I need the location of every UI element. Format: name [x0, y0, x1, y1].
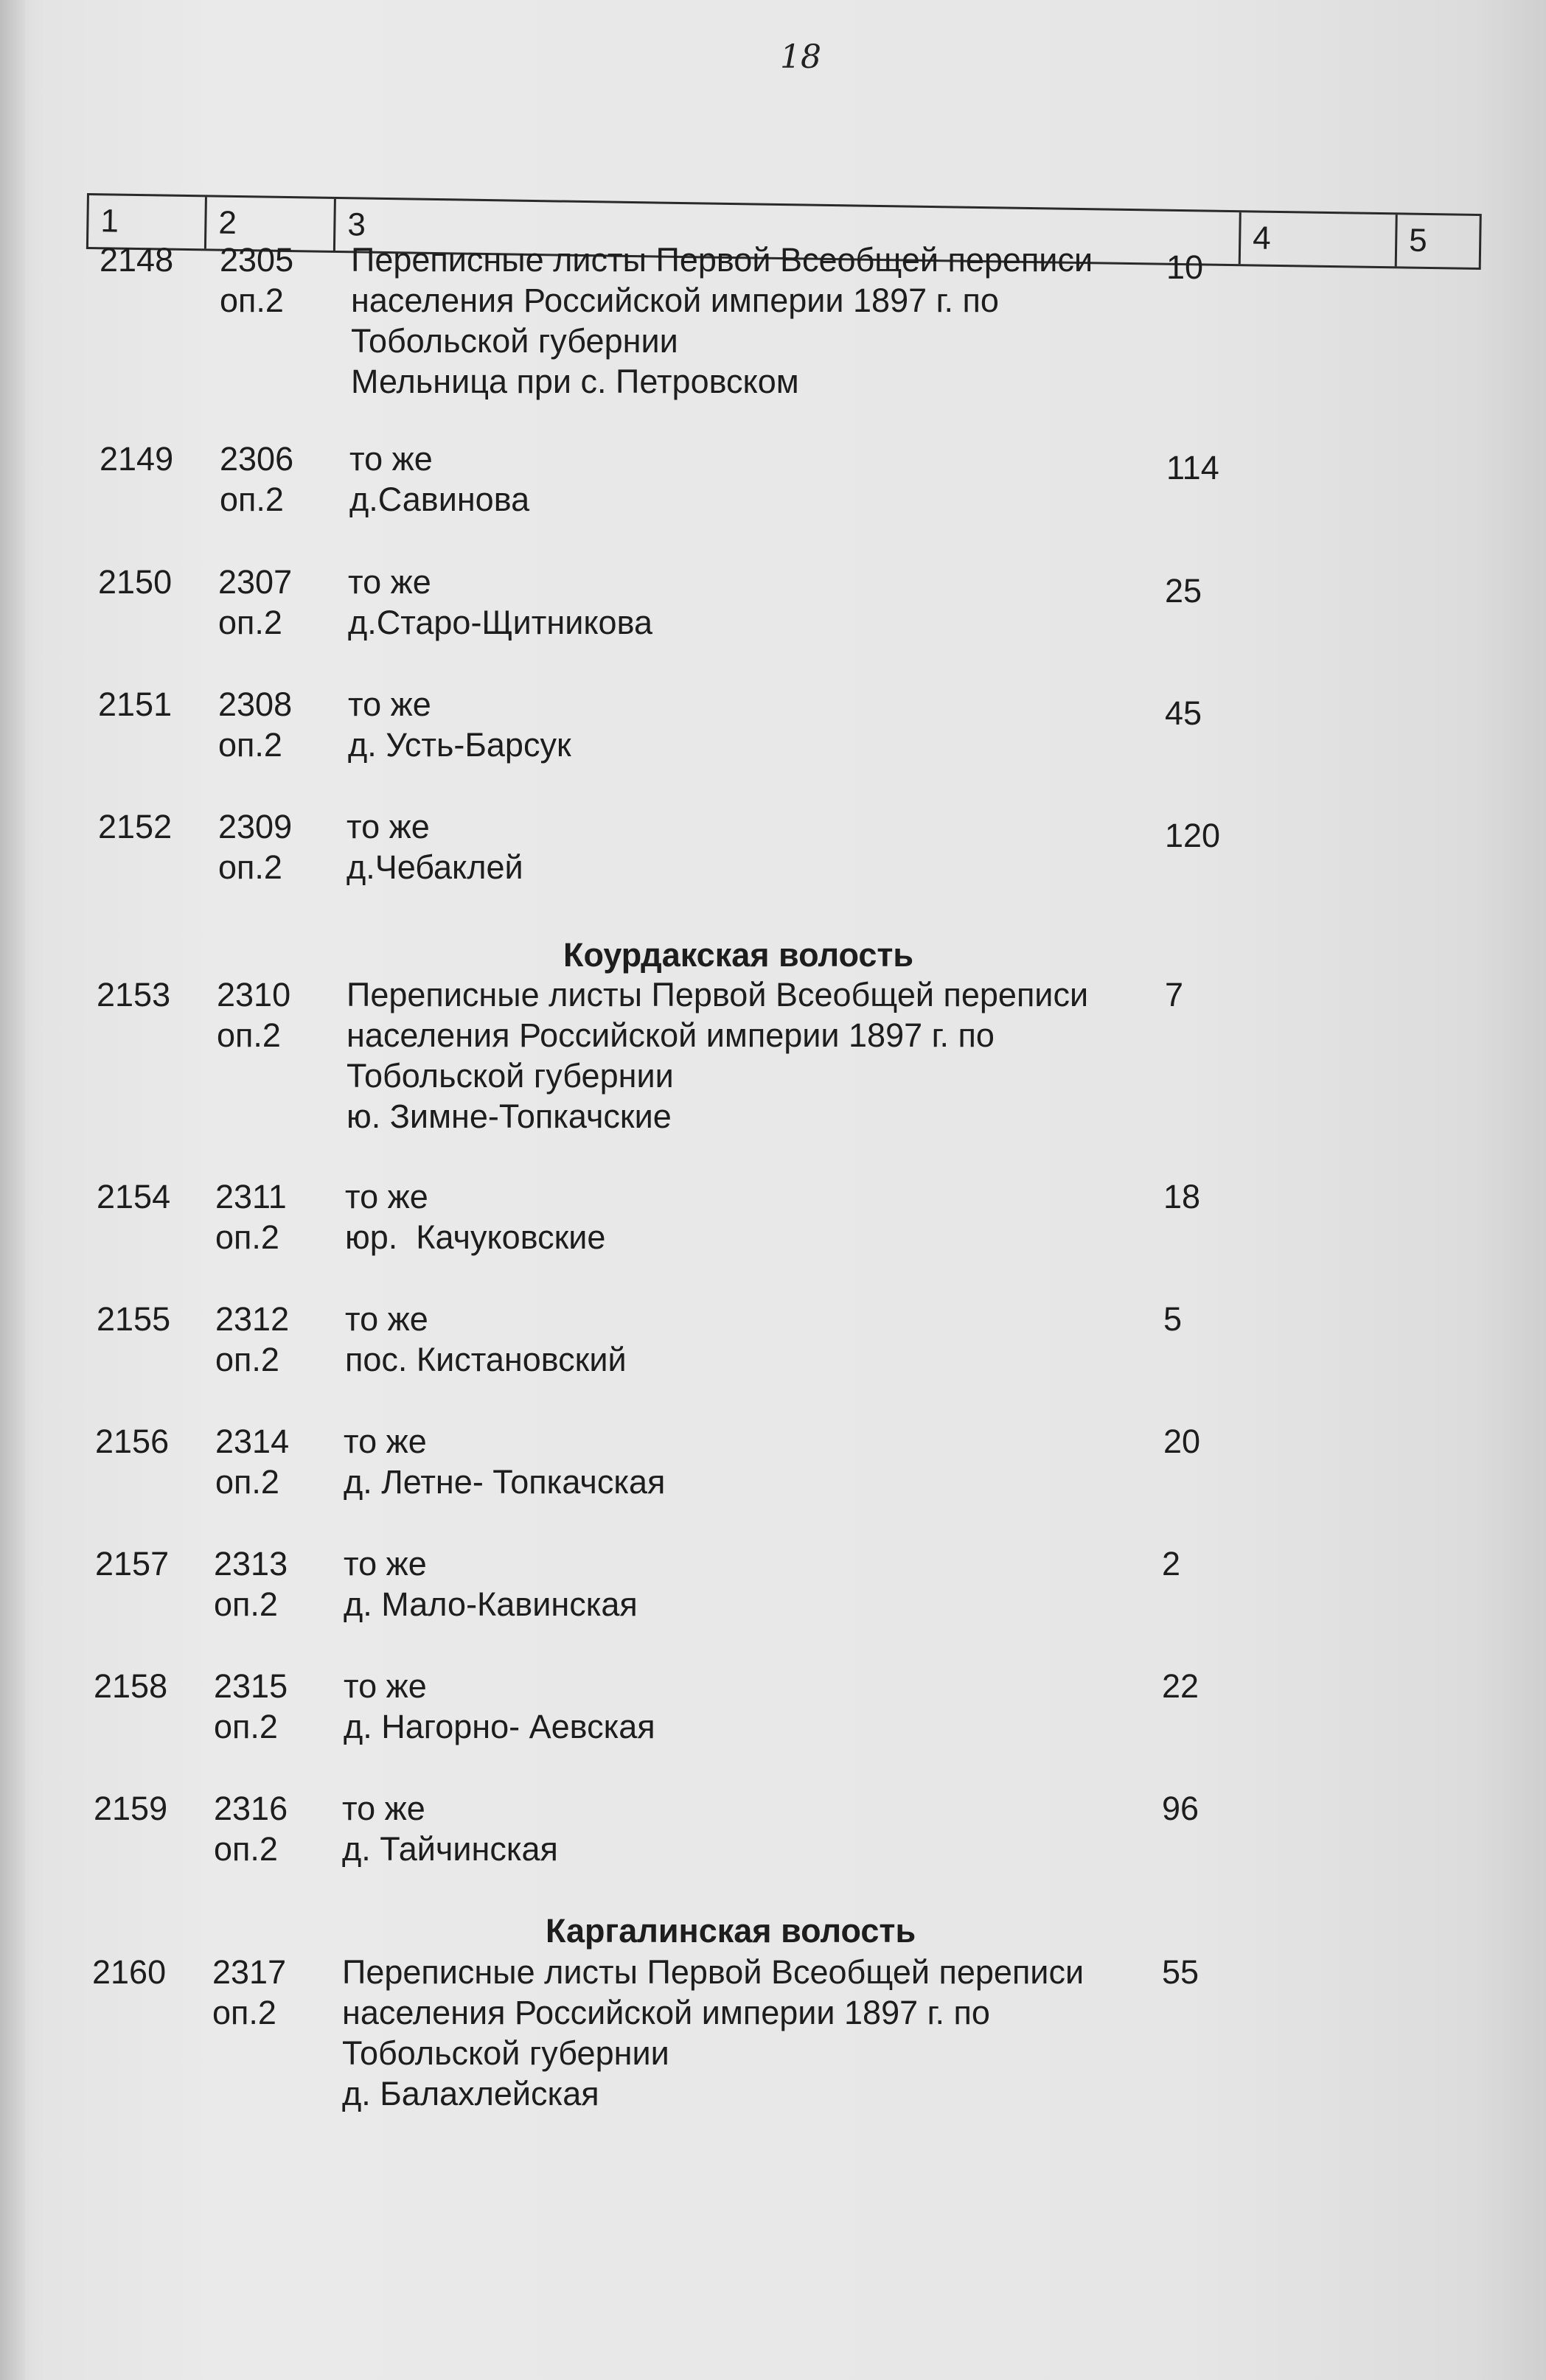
title-line: то же	[344, 1545, 427, 1582]
header-col-5: 5	[1408, 222, 1428, 259]
title-line: д. Тайчинская	[342, 1830, 558, 1868]
title-line: д. Балахлейская	[342, 2075, 599, 2112]
opis-id: оп.2	[214, 1830, 278, 1868]
fond-number	[214, 1666, 339, 1747]
row-number: 2157	[95, 1545, 170, 1582]
sheet-count: 120	[1165, 817, 1221, 854]
title-line: населения Российской империи 1897 г. по	[342, 1994, 990, 2031]
title-line: д. Нагорно- Аевская	[344, 1708, 655, 1745]
sheet-count: 7	[1165, 976, 1184, 1013]
row-number: 2160	[92, 1953, 167, 1991]
record-title	[348, 562, 1159, 643]
title-line: пос. Кистановский	[345, 1341, 627, 1378]
row-number: 2155	[97, 1300, 171, 1338]
fond-id: 2314	[215, 1423, 290, 1460]
opis-id: оп.2	[214, 1708, 278, 1745]
title-line: Переписные листы Первой Всеобщей переписи	[342, 1953, 1084, 1991]
title-line: то же	[348, 685, 431, 723]
title-line: Переписные листы Первой Всеобщей переписи	[347, 976, 1089, 1013]
opis-id: оп.2	[214, 1585, 278, 1623]
sheet-count: 45	[1165, 694, 1202, 732]
sheet-count: 25	[1165, 572, 1202, 610]
fond-id: 2305	[220, 241, 294, 279]
record-title	[347, 974, 1157, 1137]
sheet-count: 2	[1162, 1545, 1181, 1582]
row-number: 2153	[97, 976, 171, 1013]
fond-id: 2315	[214, 1667, 288, 1705]
fond-number	[217, 974, 342, 1055]
fond-id: 2306	[220, 440, 294, 478]
fond-number	[220, 439, 345, 520]
title-line: юр. Качуковские	[345, 1218, 606, 1256]
row-number: 2156	[95, 1423, 170, 1460]
title-line: то же	[344, 1667, 427, 1705]
record-title	[347, 806, 1157, 887]
fond-number	[220, 240, 345, 321]
title-line: д. Мало-Кавинская	[344, 1585, 638, 1623]
record-title	[344, 1666, 1155, 1747]
sheet-count: 20	[1163, 1423, 1201, 1460]
opis-id: оп.2	[215, 1341, 279, 1378]
title-line: Тобольской губернии	[351, 322, 678, 360]
title-line: д.Савинова	[349, 481, 530, 518]
title-line: то же	[344, 1423, 427, 1460]
title-line: то же	[342, 1790, 425, 1827]
fond-number	[218, 684, 344, 765]
fond-number	[218, 806, 344, 887]
record-title	[344, 1543, 1155, 1625]
row-number: 2148	[100, 241, 174, 279]
row-number: 2151	[98, 685, 173, 723]
fond-id: 2307	[218, 563, 293, 601]
title-line: ю. Зимне-Топкачские	[347, 1097, 672, 1135]
fond-id: 2310	[217, 976, 291, 1013]
sheet-count: 5	[1163, 1300, 1183, 1338]
title-line: Переписные листы Первой Всеобщей переписи	[351, 241, 1093, 279]
page-binding-edge	[0, 0, 25, 2380]
fond-id: 2312	[215, 1300, 290, 1338]
opis-id: оп.2	[212, 1994, 276, 2031]
row-number: 2154	[97, 1178, 171, 1215]
record-title	[342, 1952, 1153, 2114]
opis-id: оп.2	[215, 1463, 279, 1501]
page-number: 18	[780, 38, 821, 76]
header-col-3: 3	[335, 199, 1242, 264]
record-title	[345, 1299, 1156, 1380]
title-line: то же	[345, 1178, 428, 1215]
fond-id: 2317	[212, 1953, 287, 1991]
title-line: д.Чебаклей	[347, 848, 523, 886]
title-line: д. Усть-Барсук	[348, 726, 571, 764]
fond-number	[212, 1952, 338, 2033]
opis-id: оп.2	[218, 726, 282, 764]
header-col-4: 4	[1241, 212, 1398, 266]
sheet-count: 22	[1162, 1667, 1199, 1705]
fond-number	[215, 1421, 341, 1502]
row-number: 2149	[100, 440, 174, 478]
section-heading: Каргалинская волость	[546, 1912, 916, 1950]
title-line: Тобольской губернии	[347, 1057, 674, 1095]
sheet-count: 10	[1166, 248, 1204, 286]
record-title	[349, 439, 1160, 520]
opis-id: оп.2	[220, 282, 284, 319]
row-number: 2158	[94, 1667, 168, 1705]
row-number: 2150	[98, 563, 173, 601]
opis-id: оп.2	[218, 604, 282, 641]
fond-id: 2311	[215, 1178, 287, 1215]
fond-number	[215, 1176, 341, 1257]
row-number: 2159	[94, 1790, 168, 1827]
record-title	[348, 684, 1159, 765]
title-line: населения Российской империи 1897 г. по	[347, 1016, 995, 1054]
title-line: Мельница при с. Петровском	[351, 363, 799, 400]
record-title	[344, 1421, 1155, 1502]
record-title	[345, 1176, 1156, 1257]
title-line: д. Летне- Топкачская	[344, 1463, 666, 1501]
sheet-count: 114	[1166, 449, 1219, 486]
header-col-1: 1	[88, 195, 207, 248]
record-title	[351, 240, 1162, 402]
opis-id: оп.2	[220, 481, 284, 518]
title-line: то же	[348, 563, 431, 601]
title-line: д.Старо-Щитникова	[348, 604, 652, 641]
row-number: 2152	[98, 808, 173, 845]
fond-id: 2316	[214, 1790, 288, 1827]
sheet-count: 55	[1162, 1953, 1199, 1991]
fond-number	[214, 1543, 339, 1625]
header-col-2: 2	[206, 197, 336, 251]
record-title	[342, 1788, 1153, 1869]
fond-number	[218, 562, 344, 643]
opis-id: оп.2	[218, 848, 282, 886]
opis-id: оп.2	[217, 1016, 281, 1054]
opis-id: оп.2	[215, 1218, 279, 1256]
title-line: Тобольской губернии	[342, 2034, 669, 2072]
section-heading: Коурдакская волость	[563, 936, 914, 974]
fond-id: 2308	[218, 685, 293, 723]
title-line: населения Российской империи 1897 г. по	[351, 282, 999, 319]
fond-id: 2313	[214, 1545, 288, 1582]
fond-number	[214, 1788, 339, 1869]
sheet-count: 96	[1162, 1790, 1199, 1827]
title-line: то же	[349, 440, 433, 478]
fond-number	[215, 1299, 341, 1380]
sheet-count: 18	[1163, 1178, 1201, 1215]
title-line: то же	[345, 1300, 428, 1338]
fond-id: 2309	[218, 808, 293, 845]
title-line: то же	[347, 808, 430, 845]
